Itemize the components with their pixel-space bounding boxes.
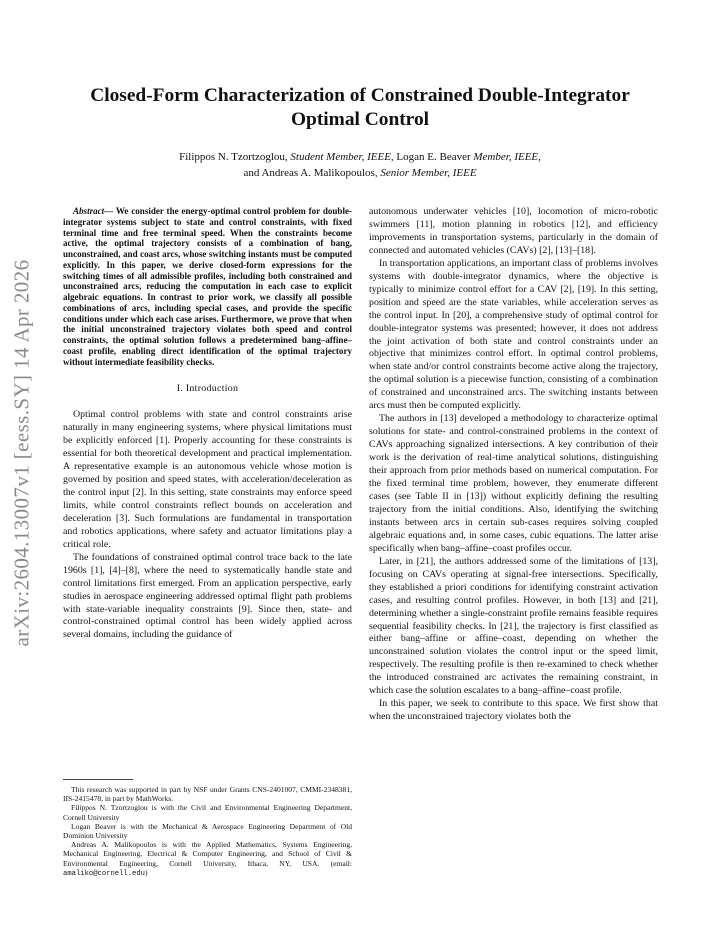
right-column — [369, 206, 658, 724]
footnote: Filippos N. Tzortzoglou is with the Civil and Environmental Engineering Department, Cornell University — [63, 803, 352, 822]
author-name: Logan E. Beaver — [393, 151, 474, 163]
abstract-text: — We consider the energy-optimal control problem for double-integrator systems subject to state and control constraints, with fixed terminal time and free terminal speed. When the constraints become active, the optimal trajectory consists of a combination of bang, unconstrained, and coast arcs, whose switching instants must be computed explicitly. In this paper, we derive closed-form expressions for the switching times of all admissible profiles, including both constrained and unconstrained arcs, reducing the computation in each case to explicit algebraic equations. In contrast to prior work, we classify all possible combinations of arcs, including special cases, and provide the specific conditions under which each case arises. Furthermore, we prove that when the initial unconstrained trajectory violates both speed and control constraints, the optimal solution follows a predetermined bang–affine–coast profile, enabling direct identification of the optimal trajectory without intermediate feasibility checks. — [63, 206, 352, 367]
footnote-text: ) — [144, 867, 148, 877]
left-column — [63, 206, 352, 642]
body-paragraph: The foundations of constrained optimal control trace back to the late 1960s [1], [4]–[8], where the need to systematically handle state and control limitations first emerged. From an application perspective, early studies in aerospace engineering addressed optimal flight path problems with state-variable inequality constraints [9]. Since then, state- and control-constrained optimal control has been widely applied across several domains, including the guidance of — [63, 551, 352, 641]
body-paragraph: The authors in [13] developed a methodology to characterize optimal solutions for state- and control-constrained problems in the context of CAVs approaching signalized intersections. A key contribution of their work is the derivation of real-time analytical solutions, distinguishing their approach from prior methods based on numerical computation. For the fixed terminal time problem, however, they enumerate different cases (see Table II in [13]) without explicitly defining the resulting trajectory from the initial conditions. Also, identifying the switching instants between arcs in certain sub-cases requires solving coupled algebraic equations and, in some cases, cubic equations. The latter arise specifically when bang–affine–coast profiles occur. — [369, 413, 658, 554]
footnote-affiliation — [63, 840, 352, 879]
footnote-separator — [63, 779, 133, 780]
body-paragraph: Later, in [21], the authors addressed some of the limitations of [13], focusing on CAVs operating at signal-free intersections. Specifically, they established a priori conditions for identifying constraint activation cases, and resulting control profiles. However, in both [13] and [21], determining whether a single-constraint profile remains feasible requires sequential feasibility checks. In [21], the trajectory is first classified as either bang–affine or affine–coast, depending on whether the unconstrained solution violates the control input or the speed limit, respectively. The resulting profile is then re-examined to check whether the introduced constrained arc activates the remaining constraint, in which case the solution escalates to a bang–affine–coast profile. — [369, 555, 658, 697]
author-membership: Member, IEEE, — [473, 151, 541, 163]
author-line-2 — [60, 166, 660, 182]
email-address: amaliko@cornell.edu — [63, 869, 145, 878]
paper-title: Closed-Form Characterization of Constrained Double-Integrator Optimal Control — [90, 85, 630, 130]
abstract-paragraph — [63, 206, 352, 367]
arxiv-identifier-stamp — [4, 238, 40, 668]
section-heading-introduction: I. Introduction — [176, 383, 239, 395]
body-paragraph: In transportation applications, an important class of problems involves systems with double-integrator dynamics, where the objective is typically to minimize control effort for a CAV [2], [19]. In this setting, position and speed are the state variables, while acceleration serves as the control input. In [20], a comprehensive study of optimal control for double-integrator systems was presented; however, it does not address the joint activation of both state and control constraints under an objective that minimizes control effort. In optimal control problems, when state and/or control constraints become active along the trajectory, the optimal solution is a piecewise function, consisting of a combination of constrained and unconstrained arcs. The switching instants between arcs must then be computed explicitly. — [369, 257, 658, 412]
body-paragraph: In this paper, we seek to contribute to this space. We first show that when the unconstrained trajectory violates both the — [369, 698, 658, 723]
author-name: Filippos N. Tzortzoglou, — [179, 151, 291, 163]
author-membership: Student Member, IEEE, — [290, 151, 394, 163]
body-paragraph: Optimal control problems with state and control constraints arise naturally in many engineering systems, where physical limitations must be explicitly enforced [1]. Properly accounting for these constraints is essential for both theoretical development and practical implementation. A representative example is an autonomous vehicle whose motion is governed by position and speed states, with acceleration/deceleration as the control input [2]. In this setting, state constraints may enforce speed limits, while control constraints reflect bounds on acceleration and deceleration [3]. Such formulations are fundamental in transportation and robotics applications, where safety and actuator limitations play a critical role. — [63, 409, 352, 550]
arxiv-identifier-text: arXiv:2604.13007v1 [eess.SY] 14 Apr 2026 — [9, 259, 34, 647]
author-membership: Senior Member, IEEE — [380, 166, 477, 179]
author-block — [60, 150, 660, 181]
footnote: Logan Beaver is with the Mechanical & Aerospace Engineering Department of Old Dominion University — [63, 821, 352, 841]
abstract-label: Abstract — [73, 206, 105, 216]
author-name: and Andreas A. Malikopoulos, — [243, 166, 381, 179]
abstract — [63, 206, 352, 367]
body-paragraph-continued: autonomous underwater vehicles [10], locomotion of micro-robotic swimmers [11], motion planning in robotics [12], and efficiency improvements in transportation systems, particularly in the domain of connected and automated vehicles (CAVs) [2], [13]–[18]. — [369, 206, 658, 256]
footnote-text: Andreas A. Malikopoulos is with the Applied Mathematics, Systems Engineering, Mechanical Engineering, Electrical & Computer Engineering, and School of Civil & Environmental Engineering, Cornell University, Ithaca, NY, USA. (email: — [63, 840, 352, 868]
author-line-1 — [60, 150, 660, 166]
footnotes — [63, 785, 352, 879]
footnote: This research was supported in part by NSF under Grants CNS-2401007, CMMI-2348381, IIS-2415478, in part by MathWorks. — [63, 785, 352, 804]
